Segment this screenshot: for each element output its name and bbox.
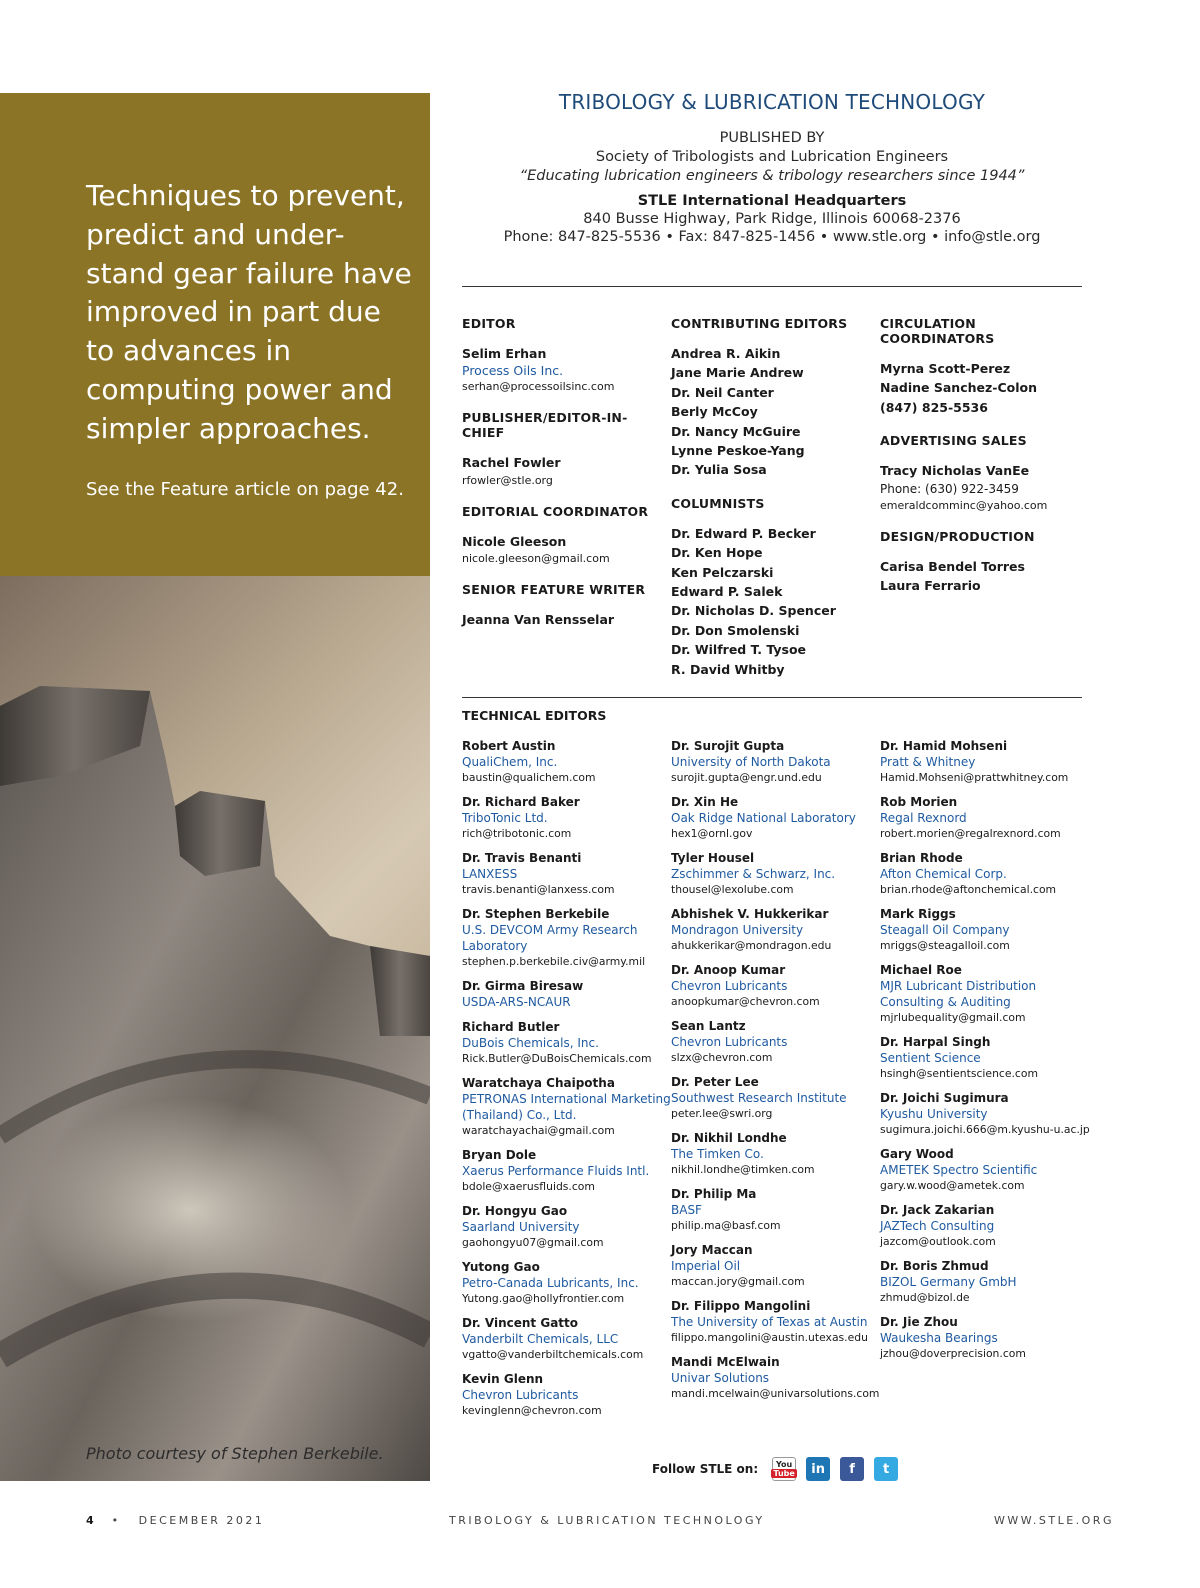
section-heading: COLUMNISTS [671, 495, 765, 511]
technical-editor-name: Jory Maccan [671, 1243, 753, 1257]
staff-phone: Phone: (630) 922-3459 [880, 481, 1019, 496]
technical-editor-email[interactable]: surojit.gupta@engr.und.edu [671, 771, 822, 784]
technical-editor-entry [880, 738, 1090, 785]
gear-image [0, 576, 430, 1481]
tech-editors-column-1 [462, 738, 672, 1427]
technical-editor-email[interactable]: brian.rhode@aftonchemical.com [880, 883, 1057, 896]
technical-editor-entry [671, 850, 881, 897]
technical-editor-entry [462, 1203, 672, 1250]
technical-editor-email[interactable]: jzhou@doverprecision.com [880, 1347, 1026, 1360]
technical-editor-entry [671, 1298, 881, 1345]
technical-editor-name: Dr. Hamid Mohseni [880, 739, 1008, 753]
staff-name: R. David Whitby [671, 661, 785, 677]
section-heading: DESIGN/PRODUCTION [880, 528, 1035, 544]
technical-editor-org[interactable]: Pratt & Whitney [880, 755, 976, 769]
divider [462, 697, 1082, 698]
feature-callout [0, 93, 430, 576]
staff-name: Tracy Nicholas VanEe [880, 463, 1030, 479]
technical-editor-org[interactable]: Southwest Research Institute [671, 1091, 847, 1105]
technical-editor-entry [671, 962, 881, 1009]
technical-editor-email[interactable]: jazcom@outlook.com [880, 1235, 996, 1248]
staff-name: Berly McCoy [671, 404, 758, 420]
staff-email[interactable]: rfowler@stle.org [462, 473, 553, 487]
technical-editor-name: Kevin Glenn [462, 1372, 544, 1386]
technical-editor-email[interactable]: bdole@xaerusfluids.com [462, 1180, 595, 1193]
section-heading: ADVERTISING SALES [880, 433, 1027, 449]
technical-editor-org[interactable]: PETRONAS International Marketing (Thailand) Co., Ltd. [462, 1092, 671, 1122]
technical-editor-name: Dr. Hongyu Gao [462, 1204, 568, 1218]
technical-editor-entry [880, 1314, 1090, 1361]
technical-editor-org[interactable]: Xaerus Performance Fluids Intl. [462, 1164, 650, 1178]
technical-editor-org[interactable]: TriboTonic Ltd. [462, 811, 548, 825]
technical-editor-name: Mark Riggs [880, 907, 956, 921]
section-heading: CIRCULATION COORDINATORS [880, 316, 995, 346]
technical-editor-email[interactable]: nikhil.londhe@timken.com [671, 1163, 815, 1176]
technical-editor-entry [462, 1075, 672, 1138]
technical-editor-org[interactable]: The University of Texas at Austin [671, 1315, 868, 1329]
technical-editor-org[interactable]: MJR Lubricant Distribution Consulting & Auditing [880, 979, 1037, 1009]
technical-editor-entry [880, 962, 1090, 1025]
staff-name: Dr. Ken Hope [671, 545, 763, 561]
technical-editor-name: Bryan Dole [462, 1148, 537, 1162]
technical-editor-entry [880, 1258, 1090, 1305]
technical-editor-org[interactable]: AMETEK Spectro Scientific [880, 1163, 1038, 1177]
technical-editor-name: Dr. Jack Zakarian [880, 1203, 995, 1217]
staff-name: Rachel Fowler [462, 455, 561, 471]
staff-name: Selim Erhan [462, 346, 547, 361]
technical-editor-name: Rob Morien [880, 795, 958, 809]
technical-editor-name: Sean Lantz [671, 1019, 746, 1033]
magazine-title: TRIBOLOGY & LUBRICATION TECHNOLOGY [558, 90, 986, 114]
gear-photo [0, 576, 430, 1481]
technical-editor-entry [671, 906, 881, 953]
technical-editor-name: Richard Butler [462, 1020, 560, 1034]
technical-editor-entry [462, 906, 672, 969]
technical-editor-name: Waratchaya Chaipotha [462, 1076, 615, 1090]
circulation-section [880, 316, 1085, 417]
technical-editor-name: Gary Wood [880, 1147, 954, 1161]
technical-editor-email[interactable]: Rick.Butler@DuBoisChemicals.com [462, 1052, 652, 1065]
technical-editor-name: Dr. Jie Zhou [880, 1315, 958, 1329]
staff-org[interactable]: Process Oils Inc. [462, 363, 564, 379]
technical-editor-email[interactable]: hsingh@sentientscience.com [880, 1067, 1038, 1080]
technical-editor-entry [880, 1202, 1090, 1249]
technical-editor-name: Dr. Nikhil Londhe [671, 1131, 787, 1145]
technical-editor-email[interactable]: thousel@lexolube.com [671, 883, 794, 896]
technical-editor-name: Dr. Anoop Kumar [671, 963, 786, 977]
technical-editor-org[interactable]: LANXESS [462, 867, 518, 881]
technical-editor-org[interactable]: Kyushu University [880, 1107, 988, 1121]
technical-editor-entry [671, 794, 881, 841]
society-motto: “Educating lubrication engineers & tribology researchers since 1944” [519, 168, 1025, 184]
twitter-icon[interactable]: t [874, 1457, 898, 1481]
technical-editor-email[interactable]: ahukkerikar@mondragon.edu [671, 939, 832, 952]
technical-editor-org[interactable]: Chevron Lubricants [671, 1035, 788, 1049]
youtube-text: You [776, 1460, 793, 1469]
staff-name: Ken Pelczarski [671, 564, 774, 580]
staff-name: Edward P. Salek [671, 584, 783, 600]
page-number: 4 [86, 1514, 94, 1527]
staff-email[interactable]: serhan@processoilsinc.com [462, 380, 615, 394]
section-heading: PUBLISHER/EDITOR-IN-CHIEF [462, 410, 628, 441]
technical-editor-org[interactable]: Univar Solutions [671, 1371, 770, 1385]
technical-editor-entry [671, 1242, 881, 1289]
technical-editor-org[interactable]: Imperial Oil [671, 1259, 741, 1273]
technical-editor-email[interactable]: mjrlubequality@gmail.com [880, 1011, 1026, 1024]
technical-editor-entry [880, 1146, 1090, 1193]
technical-editor-email[interactable]: peter.lee@swri.org [671, 1107, 773, 1120]
technical-editor-email[interactable]: travis.benanti@lanxess.com [462, 883, 615, 896]
staff-name: Dr. Nancy McGuire [671, 423, 801, 439]
facebook-icon[interactable]: f [840, 1457, 864, 1481]
technical-editor-name: Robert Austin [462, 739, 556, 753]
technical-editor-email[interactable]: Yutong.gao@hollyfrontier.com [462, 1292, 625, 1305]
technical-editor-email[interactable]: waratchayachai@gmail.com [462, 1124, 615, 1137]
technical-editor-org[interactable]: Saarland University [462, 1220, 580, 1234]
technical-editor-org[interactable]: Regal Rexnord [880, 811, 967, 825]
publisher-section [462, 410, 667, 487]
technical-editor-name: Abhishek V. Hukkerikar [671, 907, 829, 921]
technical-editor-org[interactable]: Waukesha Bearings [880, 1331, 998, 1345]
technical-editor-name: Dr. Harpal Singh [880, 1035, 991, 1049]
editor-section [462, 316, 667, 394]
linkedin-icon[interactable]: in [806, 1457, 830, 1481]
society-name: Society of Tribologists and Lubrication Engineers [595, 149, 949, 165]
technical-editor-email[interactable]: vgatto@vanderbiltchemicals.com [462, 1348, 644, 1361]
technical-editor-email[interactable]: rich@tribotonic.com [462, 827, 572, 840]
advertising-section [880, 433, 1085, 512]
technical-editor-name: Dr. Travis Benanti [462, 851, 582, 865]
social-follow [652, 1457, 898, 1481]
technical-editor-org[interactable]: Zschimmer & Schwarz, Inc. [671, 867, 836, 881]
technical-editor-email[interactable]: philip.ma@basf.com [671, 1219, 781, 1232]
technical-editor-org[interactable]: BIZOL Germany GmbH [880, 1275, 1017, 1289]
staff-name: Dr. Yulia Sosa [671, 462, 767, 478]
editorial-coordinator-section [462, 504, 667, 566]
technical-editor-org[interactable]: USDA-ARS-NCAUR [462, 995, 571, 1009]
technical-editor-name: Dr. Filippo Mangolini [671, 1299, 811, 1313]
technical-editor-email[interactable]: Hamid.Mohseni@prattwhitney.com [880, 771, 1069, 784]
hq-contact: Phone: 847-825-5536 • Fax: 847-825-1456 • www.stle.org • info@stle.org [503, 229, 1041, 245]
staff-name: Andrea R. Aikin [671, 346, 781, 361]
technical-editor-email[interactable]: gary.w.wood@ametek.com [880, 1179, 1025, 1192]
technical-editor-name: Dr. Richard Baker [462, 795, 580, 809]
staff-name: Dr. Nicholas D. Spencer [671, 603, 836, 619]
technical-editor-entry [462, 1147, 672, 1194]
staff-column-2 [671, 316, 876, 695]
technical-editor-org[interactable]: JAZTech Consulting [880, 1219, 995, 1233]
technical-editor-org[interactable]: U.S. DEVCOM Army Research Laboratory [462, 923, 638, 953]
technical-editor-org[interactable]: Sentient Science [880, 1051, 981, 1065]
technical-editor-entry [880, 1034, 1090, 1081]
technical-editor-org[interactable]: Petro-Canada Lubricants, Inc. [462, 1276, 639, 1290]
staff-column-1 [462, 316, 667, 646]
technical-editor-entry [462, 850, 672, 897]
design-section [880, 529, 1085, 596]
left-panel [0, 93, 430, 1481]
staff-column-3 [880, 316, 1085, 611]
staff-email[interactable]: nicole.gleeson@gmail.com [462, 552, 610, 566]
staff-name: Myrna Scott-Perez [880, 361, 1011, 376]
technical-editor-email[interactable]: stephen.p.berkebile.civ@army.mil [462, 955, 646, 968]
footer-date: DECEMBER 2021 [138, 1514, 265, 1527]
section-heading: CONTRIBUTING EDITORS [671, 316, 848, 331]
youtube-icon[interactable] [772, 1457, 796, 1481]
technical-editor-org[interactable]: Mondragon University [671, 923, 804, 937]
technical-editor-org[interactable]: Chevron Lubricants [671, 979, 788, 993]
tech-editors-column-2 [671, 738, 881, 1410]
technical-editor-email[interactable]: mandi.mcelwain@univarsolutions.com [671, 1387, 880, 1400]
staff-name: Nicole Gleeson [462, 533, 567, 549]
senior-writer-section [462, 582, 667, 629]
staff-name: Nadine Sanchez-Colon [880, 380, 1037, 396]
masthead [462, 88, 1082, 245]
footer-left [86, 1514, 264, 1527]
staff-name: Laura Ferrario [880, 578, 981, 594]
technical-editor-org[interactable]: Vanderbilt Chemicals, LLC [462, 1332, 619, 1346]
technical-editor-entry [880, 794, 1090, 841]
tech-editors-column-3 [880, 738, 1090, 1370]
staff-name: Dr. Edward P. Becker [671, 525, 816, 541]
feature-quote: Techniques to prevent, predict and under-stand gear failure have improved in part due to advances in computing power and simpler approaches. [86, 179, 412, 445]
technical-editor-email[interactable]: baustin@qualichem.com [462, 771, 596, 784]
technical-editor-name: Dr. Girma Biresaw [462, 979, 584, 993]
technical-editor-name: Dr. Joichi Sugimura [880, 1091, 1009, 1105]
technical-editor-name: Dr. Vincent Gatto [462, 1316, 579, 1330]
staff-name: Dr. Don Smolenski [671, 622, 800, 638]
technical-editor-entry [880, 850, 1090, 897]
section-heading: EDITOR [462, 316, 516, 331]
technical-editor-entry [671, 1130, 881, 1177]
technical-editor-org[interactable]: University of North Dakota [671, 755, 831, 769]
technical-editor-email[interactable]: sugimura.joichi.666@m.kyushu-u.ac.jp [880, 1123, 1090, 1136]
columnists-section [671, 496, 876, 679]
technical-editor-email[interactable]: slzx@chevron.com [671, 1051, 773, 1064]
staff-name: Dr. Wilfred T. Tysoe [671, 642, 807, 658]
technical-editor-name: Dr. Philip Ma [671, 1187, 757, 1201]
technical-editor-entry [462, 1315, 672, 1362]
technical-editor-entry [462, 978, 672, 1010]
technical-editor-name: Dr. Stephen Berkebile [462, 907, 610, 921]
technical-editor-org[interactable]: Steagall Oil Company [880, 923, 1010, 937]
published-by: PUBLISHED BY [719, 130, 825, 146]
youtube-tube-text: Tube [773, 1469, 795, 1478]
divider [462, 286, 1082, 287]
hq-address: 840 Busse Highway, Park Ridge, Illinois 60068-2376 [583, 211, 961, 227]
technical-editor-entry [462, 738, 672, 785]
technical-editor-name: Dr. Peter Lee [671, 1075, 759, 1089]
technical-editor-email[interactable]: anoopkumar@chevron.com [671, 995, 820, 1008]
technical-editors-heading: TECHNICAL EDITORS [462, 708, 607, 723]
technical-editor-entry [671, 1074, 881, 1121]
technical-editor-name: Tyler Housel [671, 851, 755, 865]
technical-editor-entry [671, 738, 881, 785]
technical-editor-org[interactable]: QualiChem, Inc. [462, 755, 558, 769]
technical-editor-name: Michael Roe [880, 963, 962, 977]
technical-editor-email[interactable]: filippo.mangolini@austin.utexas.edu [671, 1331, 868, 1344]
technical-editor-email[interactable]: hex1@ornl.gov [671, 827, 753, 840]
contributing-editors-section [671, 316, 876, 480]
technical-editor-entry [462, 1259, 672, 1306]
staff-name: Lynne Peskoe-Yang [671, 443, 805, 459]
technical-editor-entry [462, 1371, 672, 1418]
technical-editor-name: Mandi McElwain [671, 1355, 780, 1369]
technical-editor-org[interactable]: The Timken Co. [671, 1147, 764, 1161]
section-heading: EDITORIAL COORDINATOR [462, 503, 649, 519]
staff-email[interactable]: emeraldcomminc@yahoo.com [880, 498, 1048, 512]
footer-website[interactable]: WWW.STLE.ORG [994, 1514, 1114, 1527]
see-feature-link[interactable]: See the Feature article on page 42. [86, 479, 404, 500]
staff-name: Jeanna Van Rensselar [462, 612, 615, 628]
technical-editor-org[interactable]: Afton Chemical Corp. [880, 867, 1007, 881]
staff-name: Dr. Neil Canter [671, 384, 774, 400]
technical-editor-entry [671, 1186, 881, 1233]
technical-editor-email[interactable]: maccan.jory@gmail.com [671, 1275, 805, 1288]
technical-editor-entry [671, 1354, 881, 1401]
technical-editor-email[interactable]: kevinglenn@chevron.com [462, 1404, 602, 1417]
staff-name: Jane Marie Andrew [671, 365, 804, 381]
technical-editor-email[interactable]: robert.morien@regalrexnord.com [880, 827, 1061, 840]
technical-editor-email[interactable]: mriggs@steagalloil.com [880, 939, 1010, 952]
technical-editor-entry [462, 1019, 672, 1066]
technical-editor-name: Yutong Gao [462, 1260, 540, 1274]
hq-title: STLE International Headquarters [637, 193, 907, 209]
technical-editor-entry [671, 1018, 881, 1065]
photo-credit: Photo courtesy of Stephen Berkebile. [86, 1444, 384, 1463]
technical-editor-entry [880, 906, 1090, 953]
technical-editor-org[interactable]: Oak Ridge National Laboratory [671, 811, 856, 825]
technical-editor-name: Dr. Surojit Gupta [671, 739, 785, 753]
technical-editor-name: Brian Rhode [880, 851, 963, 865]
follow-label: Follow STLE on: [652, 1462, 759, 1476]
technical-editor-name: Dr. Boris Zhmud [880, 1259, 989, 1273]
footer-magazine: TRIBOLOGY & LUBRICATION TECHNOLOGY [449, 1514, 765, 1527]
technical-editor-entry [880, 1090, 1090, 1137]
technical-editor-entry [462, 794, 672, 841]
technical-editor-name: Dr. Xin He [671, 795, 739, 809]
section-heading: SENIOR FEATURE WRITER [462, 582, 646, 598]
technical-editor-org[interactable]: Chevron Lubricants [462, 1388, 579, 1402]
technical-editor-email[interactable]: gaohongyu07@gmail.com [462, 1236, 604, 1249]
staff-phone: (847) 825-5536 [880, 399, 988, 415]
technical-editor-org[interactable]: BASF [671, 1203, 702, 1217]
footer-separator: • [111, 1514, 121, 1527]
staff-name: Carisa Bendel Torres [880, 558, 1025, 574]
technical-editor-org[interactable]: DuBois Chemicals, Inc. [462, 1036, 599, 1050]
technical-editor-email[interactable]: zhmud@bizol.de [880, 1291, 970, 1304]
